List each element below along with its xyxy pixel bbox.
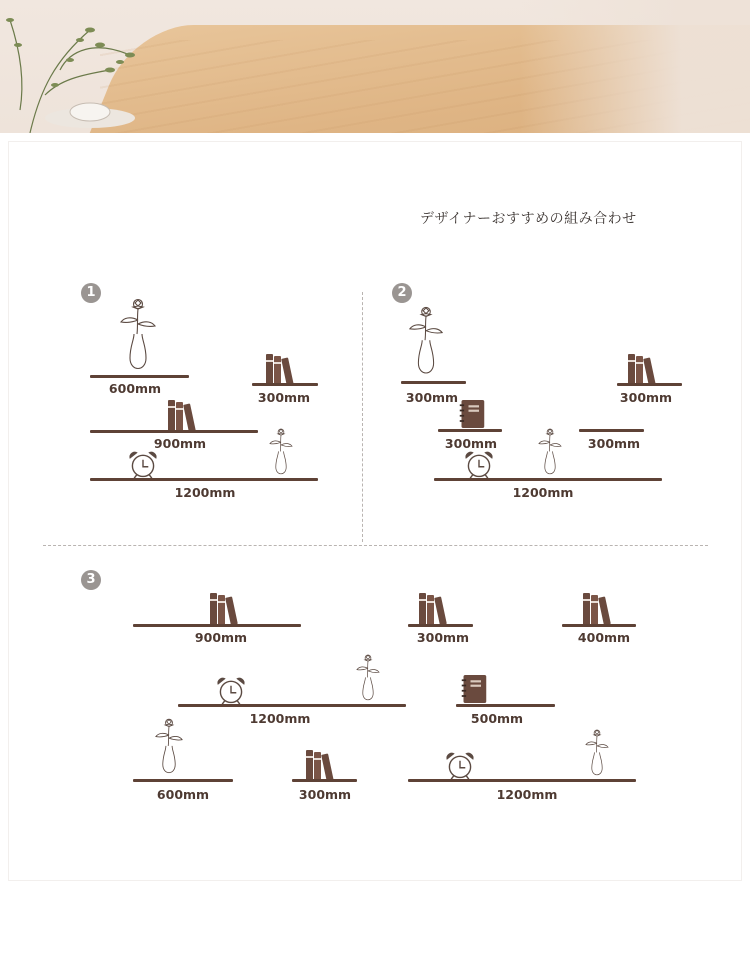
- plant-icon: [0, 0, 160, 133]
- shelf-label: 400mm: [577, 630, 631, 645]
- shelf-label: 900mm: [153, 436, 207, 451]
- shelf-label: 600mm: [156, 787, 210, 802]
- shelf: [401, 381, 466, 384]
- divider: [362, 292, 363, 542]
- shelf-label: 300mm: [298, 787, 352, 802]
- shelf-label: 1200mm: [174, 485, 236, 500]
- notebook-icon: [458, 398, 486, 430]
- shelf: [579, 429, 644, 432]
- books-icon: [626, 350, 666, 386]
- section-badge-2: 2: [392, 283, 412, 303]
- combination-panel: [9, 142, 741, 880]
- vase-flower-icon: [406, 306, 446, 382]
- shelf-label: 600mm: [108, 381, 162, 396]
- vase-flower-icon: [268, 428, 294, 480]
- shelf: [408, 779, 636, 782]
- shelf: [438, 429, 502, 432]
- shelf: [562, 624, 636, 627]
- divider: [43, 545, 708, 546]
- vase-flower-icon: [584, 729, 610, 781]
- books-icon: [208, 589, 248, 625]
- shelf: [252, 383, 318, 386]
- books-icon: [304, 746, 344, 782]
- shelf-label: 300mm: [587, 436, 641, 451]
- shelf-label: 1200mm: [496, 787, 558, 802]
- shelf-label: 900mm: [194, 630, 248, 645]
- shelf: [90, 478, 318, 481]
- books-icon: [166, 396, 206, 432]
- shelf-label: 300mm: [257, 390, 311, 405]
- shelf: [292, 779, 357, 782]
- alarm-clock-icon: [463, 450, 495, 480]
- shelf-label: 1200mm: [249, 711, 311, 726]
- shelf-label: 500mm: [470, 711, 524, 726]
- shelf-label: 1200mm: [512, 485, 574, 500]
- shelf-label: 300mm: [444, 436, 498, 451]
- hero-photo: [0, 0, 750, 133]
- alarm-clock-icon: [444, 751, 476, 781]
- shelf-label: 300mm: [416, 630, 470, 645]
- vase-flower-icon: [537, 428, 563, 480]
- vase-flower-icon: [118, 298, 158, 378]
- vase-flower-icon: [152, 718, 186, 780]
- page-title: デザイナーおすすめの組み合わせ: [420, 211, 637, 227]
- shelf: [133, 624, 301, 627]
- notebook-icon: [460, 673, 488, 705]
- books-icon: [581, 589, 621, 625]
- shelf: [408, 624, 473, 627]
- section-badge-3: 3: [81, 570, 101, 590]
- alarm-clock-icon: [215, 676, 247, 706]
- shelf: [178, 704, 406, 707]
- books-icon: [264, 350, 304, 386]
- section-badge-1: 1: [81, 283, 101, 303]
- shelf: [90, 430, 258, 433]
- shelf-label: 300mm: [405, 390, 459, 405]
- alarm-clock-icon: [127, 450, 159, 480]
- shelf: [456, 704, 555, 707]
- books-icon: [417, 589, 457, 625]
- shelf: [133, 779, 233, 782]
- shelf: [434, 478, 662, 481]
- shelf: [617, 383, 682, 386]
- shelf-label: 300mm: [619, 390, 673, 405]
- shelf: [90, 375, 189, 378]
- vase-flower-icon: [355, 654, 381, 706]
